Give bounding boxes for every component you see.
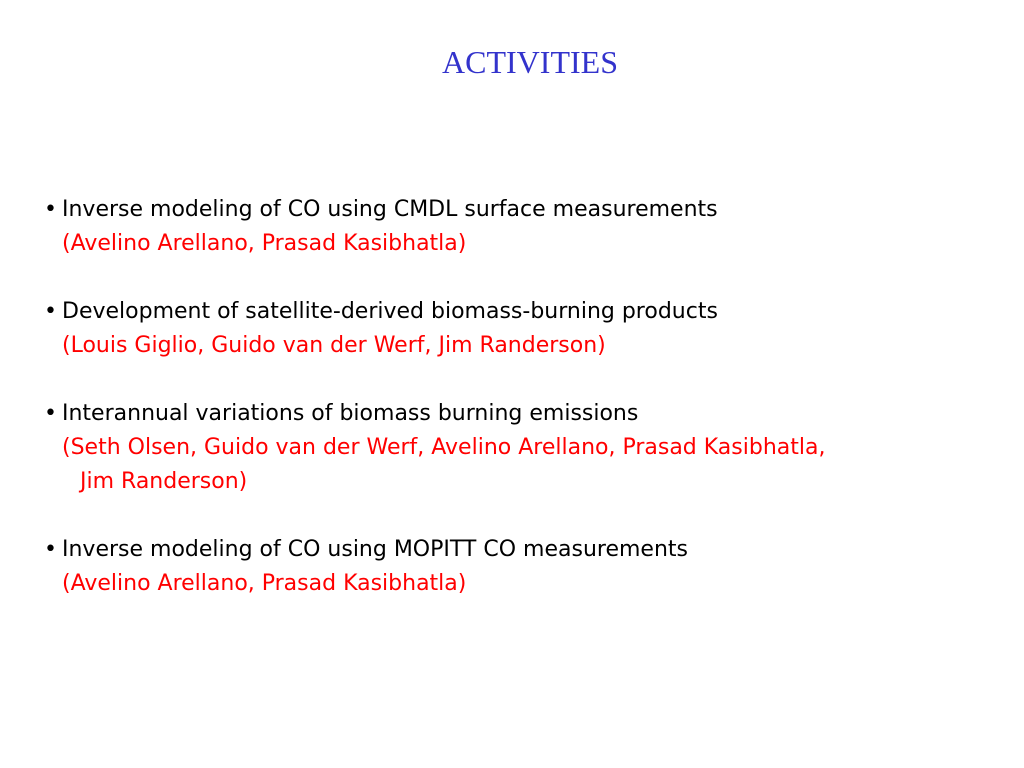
activity-text: Development of satellite-derived biomass-burning products bbox=[62, 299, 718, 324]
bullet-icon: • bbox=[44, 197, 57, 222]
activity-item bbox=[44, 533, 1014, 601]
bullet-icon: • bbox=[44, 401, 57, 426]
activity-item bbox=[44, 193, 1014, 261]
activity-line bbox=[44, 533, 1014, 567]
activity-text: Inverse modeling of CO using MOPITT CO measurements bbox=[62, 537, 688, 562]
activity-text: Interannual variations of biomass burning emissions bbox=[62, 401, 639, 426]
slide-title: ACTIVITIES bbox=[442, 44, 618, 80]
activity-line bbox=[44, 193, 1014, 227]
activity-line bbox=[44, 397, 1014, 431]
activity-authors: (Avelino Arellano, Prasad Kasibhatla) bbox=[62, 571, 467, 596]
bullet-icon: • bbox=[44, 537, 57, 562]
activity-list bbox=[44, 193, 1014, 635]
activity-authors: (Seth Olsen, Guido van der Werf, Avelino Arellano, Prasad Kasibhatla, bbox=[62, 435, 826, 460]
activity-item bbox=[44, 397, 1014, 499]
activity-item bbox=[44, 295, 1014, 363]
activity-text: Inverse modeling of CO using CMDL surface measurements bbox=[62, 197, 718, 222]
activity-authors: (Avelino Arellano, Prasad Kasibhatla) bbox=[62, 231, 467, 256]
activity-line bbox=[44, 295, 1014, 329]
activity-authors: (Louis Giglio, Guido van der Werf, Jim Randerson) bbox=[62, 333, 606, 358]
bullet-icon: • bbox=[44, 299, 57, 324]
activity-authors-continued: Jim Randerson) bbox=[80, 469, 248, 494]
